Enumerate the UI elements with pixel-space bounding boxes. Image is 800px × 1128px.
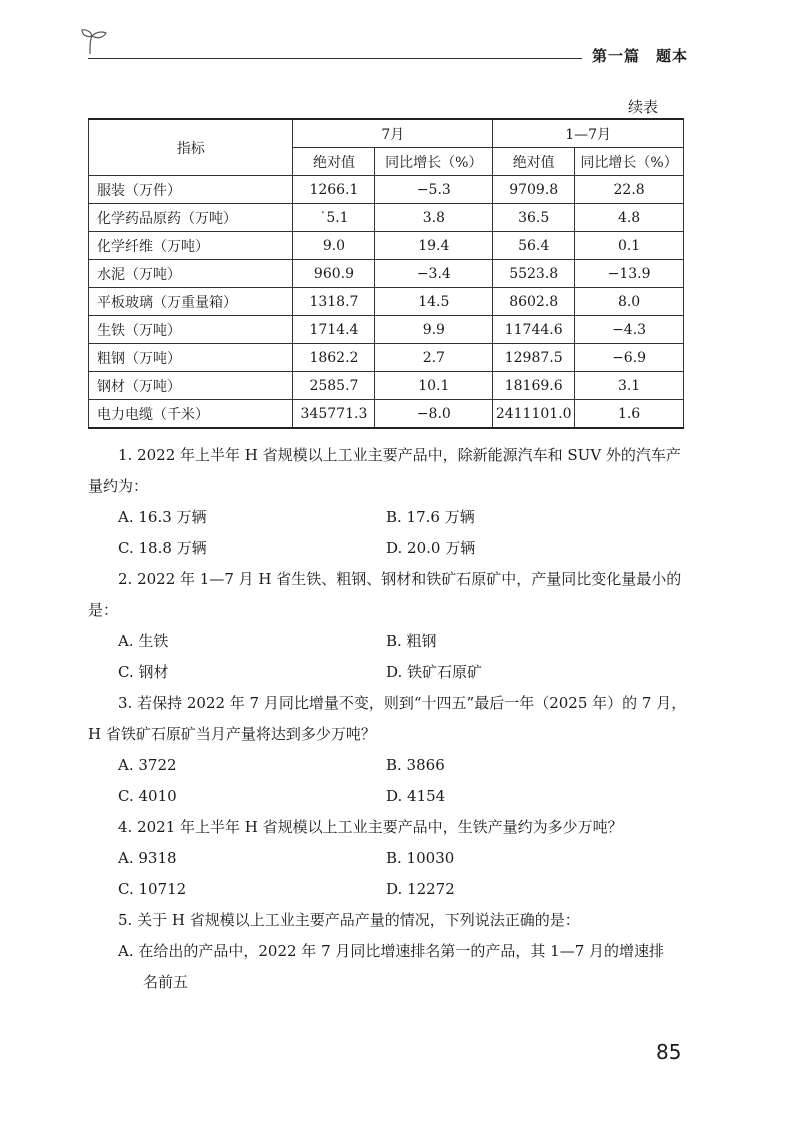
cell-jul-yoy: 9.9 bbox=[375, 316, 493, 344]
option-c[interactable]: C. 10712 bbox=[118, 880, 187, 898]
cell-ytd-yoy: −6.9 bbox=[575, 344, 684, 372]
cell-jul-abs: 345771.3 bbox=[293, 400, 375, 429]
row-name: 粗钢（万吨） bbox=[89, 344, 293, 372]
cell-ytd-abs: 2411101.0 bbox=[493, 400, 575, 429]
cell-ytd-abs: 36.5 bbox=[493, 204, 575, 232]
table-row bbox=[89, 176, 684, 204]
option-a-line1: A. 在给出的产品中，2022 年 7 月同比增速排名第一的产品，其 1—7 月的增速排 bbox=[118, 942, 665, 960]
table-row bbox=[89, 344, 684, 372]
header-jan-jul: 1—7月 bbox=[493, 119, 684, 148]
question-2-options bbox=[88, 626, 688, 688]
data-table bbox=[88, 118, 684, 429]
cell-ytd-abs: 11744.6 bbox=[493, 316, 575, 344]
row-name: 电力电缆（千米） bbox=[89, 400, 293, 429]
section-title: 第一篇 题本 bbox=[592, 47, 689, 65]
page-header bbox=[0, 0, 800, 80]
cell-jul-abs: 9.0 bbox=[293, 232, 375, 260]
cell-ytd-yoy: 22.8 bbox=[575, 176, 684, 204]
row-name: 平板玻璃（万重量箱） bbox=[89, 288, 293, 316]
header-rule bbox=[88, 58, 582, 59]
cell-ytd-abs: 56.4 bbox=[493, 232, 575, 260]
table-row bbox=[89, 232, 684, 260]
cell-ytd-abs: 5523.8 bbox=[493, 260, 575, 288]
cell-ytd-yoy: 4.8 bbox=[575, 204, 684, 232]
cell-jul-yoy: −3.4 bbox=[375, 260, 493, 288]
question-5: 5. 关于 H 省规模以上工业主要产品产量的情况，下列说法正确的是： bbox=[118, 911, 580, 929]
cell-jul-abs: 2585.7 bbox=[293, 372, 375, 400]
cell-jul-yoy: 19.4 bbox=[375, 232, 493, 260]
question-4-options bbox=[88, 843, 688, 905]
question-1: 1. 2022 年上半年 H 省规模以上工业主要产品中，除新能源汽车和 SUV 外的汽车产量约为： bbox=[88, 446, 681, 495]
cell-jul-abs: 1862.2 bbox=[293, 344, 375, 372]
subheader-yoy: 同比增长（%） bbox=[375, 148, 493, 176]
row-name: 钢材（万吨） bbox=[89, 372, 293, 400]
option-a-line2: 名前五 bbox=[143, 973, 189, 991]
option-b[interactable]: B. 3866 bbox=[386, 756, 445, 774]
option-c[interactable]: C. 钢材 bbox=[118, 663, 169, 681]
option-b[interactable]: B. 17.6 万辆 bbox=[386, 508, 475, 526]
row-name: 化学药品原药（万吨） bbox=[89, 204, 293, 232]
subheader-abs: 绝对值 bbox=[293, 148, 375, 176]
option-d[interactable]: D. 4154 bbox=[386, 787, 446, 805]
cell-ytd-yoy: 3.1 bbox=[575, 372, 684, 400]
cell-ytd-abs: 18169.6 bbox=[493, 372, 575, 400]
cell-jul-yoy: 10.1 bbox=[375, 372, 493, 400]
cell-jul-yoy: −8.0 bbox=[375, 400, 493, 429]
cell-ytd-yoy: −4.3 bbox=[575, 316, 684, 344]
option-c[interactable]: C. 18.8 万辆 bbox=[118, 539, 207, 557]
cell-jul-yoy: −5.3 bbox=[375, 176, 493, 204]
option-b[interactable]: B. 粗钢 bbox=[386, 632, 437, 650]
row-name: 生铁（万吨） bbox=[89, 316, 293, 344]
option-a[interactable]: A. 16.3 万辆 bbox=[118, 508, 207, 526]
option-a[interactable]: A. 9318 bbox=[118, 849, 177, 867]
cell-ytd-abs: 9709.8 bbox=[493, 176, 575, 204]
table-row bbox=[89, 372, 684, 400]
option-a[interactable] bbox=[88, 936, 688, 998]
cell-ytd-abs: 8602.8 bbox=[493, 288, 575, 316]
question-1-options bbox=[88, 502, 688, 564]
option-c[interactable]: C. 4010 bbox=[118, 787, 177, 805]
table-row bbox=[89, 316, 684, 344]
question-3-options bbox=[88, 750, 688, 812]
table-row bbox=[89, 204, 684, 232]
cell-ytd-yoy: 1.6 bbox=[575, 400, 684, 429]
table-row bbox=[89, 400, 684, 429]
cell-ytd-yoy: 8.0 bbox=[575, 288, 684, 316]
sprout-icon bbox=[80, 26, 114, 56]
row-name: 化学纤维（万吨） bbox=[89, 232, 293, 260]
row-name: 水泥（万吨） bbox=[89, 260, 293, 288]
row-name: 服装（万件） bbox=[89, 176, 293, 204]
cell-jul-abs: ˙5.1 bbox=[293, 204, 375, 232]
option-a[interactable]: A. 生铁 bbox=[118, 632, 169, 650]
cell-ytd-yoy: 0.1 bbox=[575, 232, 684, 260]
table-row bbox=[89, 260, 684, 288]
option-b[interactable]: B. 10030 bbox=[386, 849, 455, 867]
option-a[interactable]: A. 3722 bbox=[118, 756, 177, 774]
cell-ytd-abs: 12987.5 bbox=[493, 344, 575, 372]
option-d[interactable]: D. 20.0 万辆 bbox=[386, 539, 476, 557]
questions bbox=[88, 440, 688, 998]
cell-ytd-yoy: −13.9 bbox=[575, 260, 684, 288]
option-d[interactable]: D. 12272 bbox=[386, 880, 455, 898]
question-2: 2. 2022 年 1—7 月 H 省生铁、粗钢、钢材和铁矿石原矿中，产量同比变化量最小的是： bbox=[88, 570, 682, 619]
cell-jul-abs: 1714.4 bbox=[293, 316, 375, 344]
header-indicator: 指标 bbox=[89, 119, 293, 176]
question-3: 3. 若保持 2022 年 7 月同比增量不变，则到“十四五”最后一年（2025 年）的 7 月，H 省铁矿石原矿当月产量将达到多少万吨？ bbox=[88, 694, 687, 743]
table-row bbox=[89, 288, 684, 316]
table-header-row bbox=[89, 119, 684, 148]
subheader-yoy: 同比增长（%） bbox=[575, 148, 684, 176]
cell-jul-yoy: 3.8 bbox=[375, 204, 493, 232]
cell-jul-abs: 960.9 bbox=[293, 260, 375, 288]
cell-jul-abs: 1318.7 bbox=[293, 288, 375, 316]
table-caption: 续表 bbox=[628, 98, 659, 116]
cell-jul-yoy: 2.7 bbox=[375, 344, 493, 372]
cell-jul-yoy: 14.5 bbox=[375, 288, 493, 316]
option-d[interactable]: D. 铁矿石原矿 bbox=[386, 663, 483, 681]
cell-jul-abs: 1266.1 bbox=[293, 176, 375, 204]
page-number: 85 bbox=[656, 1040, 682, 1064]
question-4: 4. 2021 年上半年 H 省规模以上工业主要产品中，生铁产量约为多少万吨？ bbox=[118, 818, 623, 836]
header-july: 7月 bbox=[293, 119, 493, 148]
subheader-abs: 绝对值 bbox=[493, 148, 575, 176]
